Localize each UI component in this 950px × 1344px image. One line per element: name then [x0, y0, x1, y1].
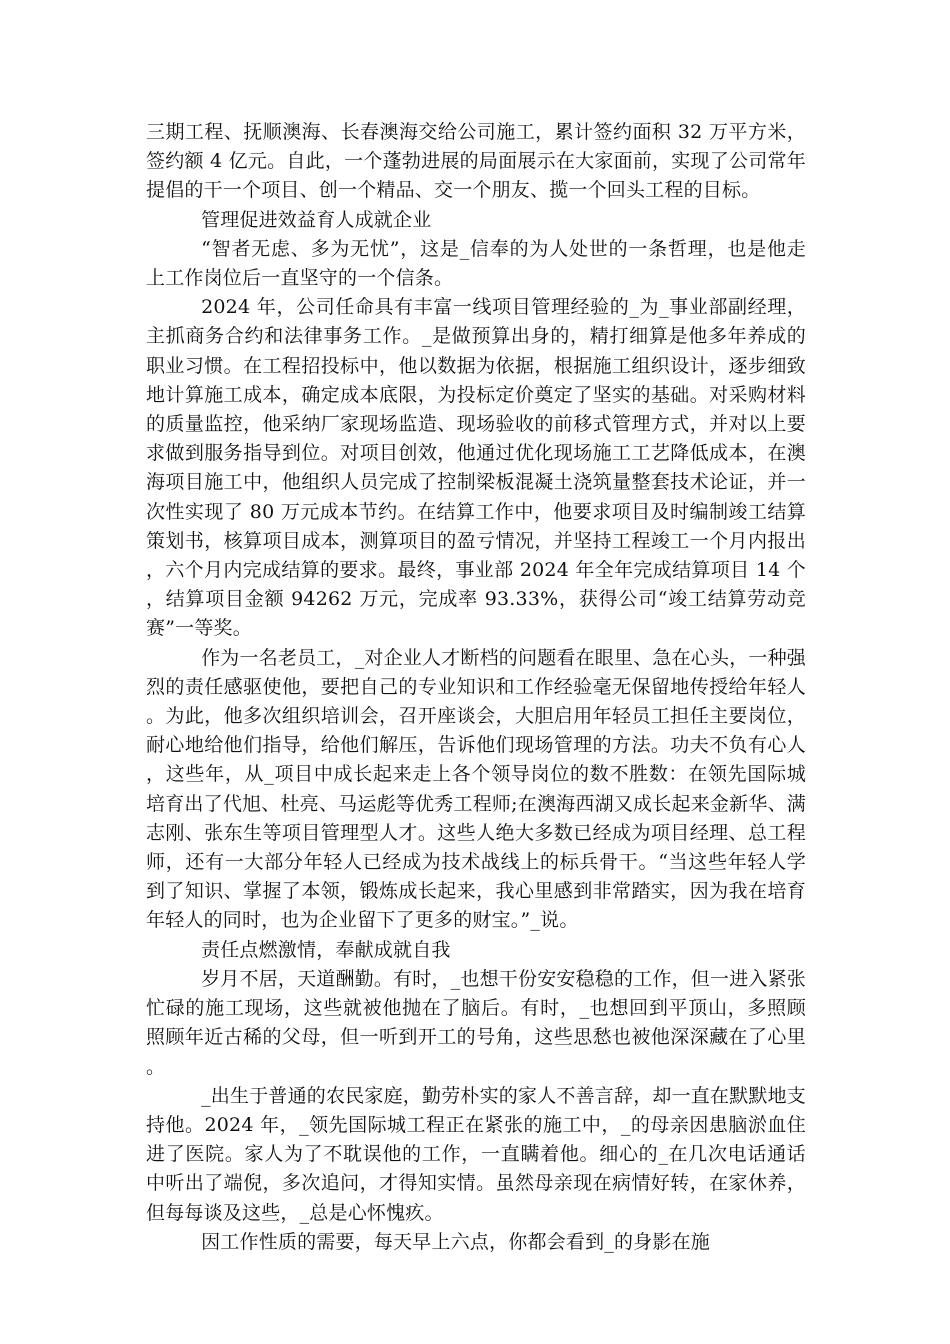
body-paragraph: _出生于普通的农民家庭，勤劳朴实的家人不善言辞，却一直在默默地支持他。2024 年，_领先国际城工程正在紧张的施工中，_的母亲因患脑淤血住进了医院。家人为了不耽误他的工作，一直瞒着他。细心的_在几次电话通话中听出了端倪，多次追问，才得知实情。虽然母亲现在病情好转，在家休养，但每每谈及这些，_总是心怀愧疚。 — [146, 1084, 806, 1224]
section-heading: 管理促进效益育人成就企业 — [201, 208, 432, 231]
body-paragraph: 岁月不居，天道酬勤。有时，_也想干份安安稳稳的工作，但一进入紧张忙碌的施工现场，这些就被他抛在了脑后。有时，_也想回到平顶山，多照顾照顾年近古稀的父母，但一听到开工的号角，这些思愁也被他深深藏在了心里。 — [146, 967, 806, 1078]
section-heading: 责任点燃激情，奉献成就自我 — [201, 938, 451, 961]
body-paragraph: 因工作性质的需要，每天早上六点，你都会看到_的身影在施 — [201, 1230, 710, 1253]
body-paragraph: 作为一名老员工，_对企业人才断档的问题看在眼里、急在心头，一种强烈的责任感驱使他，要把自己的专业知识和工作经验毫无保留地传授给年轻人。为此，他多次组织培训会，召开座谈会，大胆启用年轻员工担任主要岗位，耐心地给他们指导，给他们解压，告诉他们现场管理的方法。功夫不负有心人，这些年，从_项目中成长起来走上各个领导岗位的数不胜数：在领先国际城培育出了代旭、杜亮、马运彪等优秀工程师;在澳海西湖又成长起来金新华、满志刚、张东生等项目管理型人才。这些人绝大多数已经成为项目经理、总工程师，还有一大部分年轻人已经成为技术战线上的标兵骨干。“当这些年轻人学到了知识、掌握了本领，锻炼成长起来，我心里感到非常踏实，因为我在培育年轻人的同时，也为企业留下了更多的财宝。”_说。 — [146, 646, 806, 932]
body-paragraph: 2024 年，公司任命具有丰富一线项目管理经验的_为_事业部副经理，主抓商务合约和法律事务工作。_是做预算出身的，精打细算是他多年养成的职业习惯。在工程招投标中，他以数据为依据，根据施工组织设计，逐步细致地计算施工成本，确定成本底限，为投标定价奠定了坚实的基础。对采购材料的质量监控，他采纳厂家现场监造、现场验收的前移式管理方式，并对以上要求做到服务指导到位。对项目创效，他通过优化现场施工工艺降低成本，在澳海项目施工中，他组织人员完成了控制梁板混凝土浇筑量整套技术论证，并一次性实现了 80 万元成本节约。在结算工作中，他要求项目及时编制竣工结算策划书，核算项目成本，测算项目的盈亏情况，并坚持工程竣工一个月内报出，六个月内完成结算的要求。最终，事业部 2024 年全年完成结算项目 14 个，结算项目金额 94262 万元，完成率 93.33%，获得公司“竣工结算劳动竞赛”一等奖。 — [146, 296, 806, 640]
document-page — [146, 118, 806, 1257]
body-paragraph: 三期工程、抚顺澳海、长春澳海交给公司施工，累计签约面积 32 万平方米，签约额 4 亿元。自此，一个蓬勃进展的局面展示在大家面前，实现了公司常年提倡的干一个项目、创一个精品、交一个朋友、揽一个回头工程的目标。 — [146, 121, 806, 202]
body-paragraph: “智者无虑、多为无忧”，这是_信奉的为人处世的一条哲理，也是他走上工作岗位后一直坚守的一个信条。 — [146, 237, 806, 290]
